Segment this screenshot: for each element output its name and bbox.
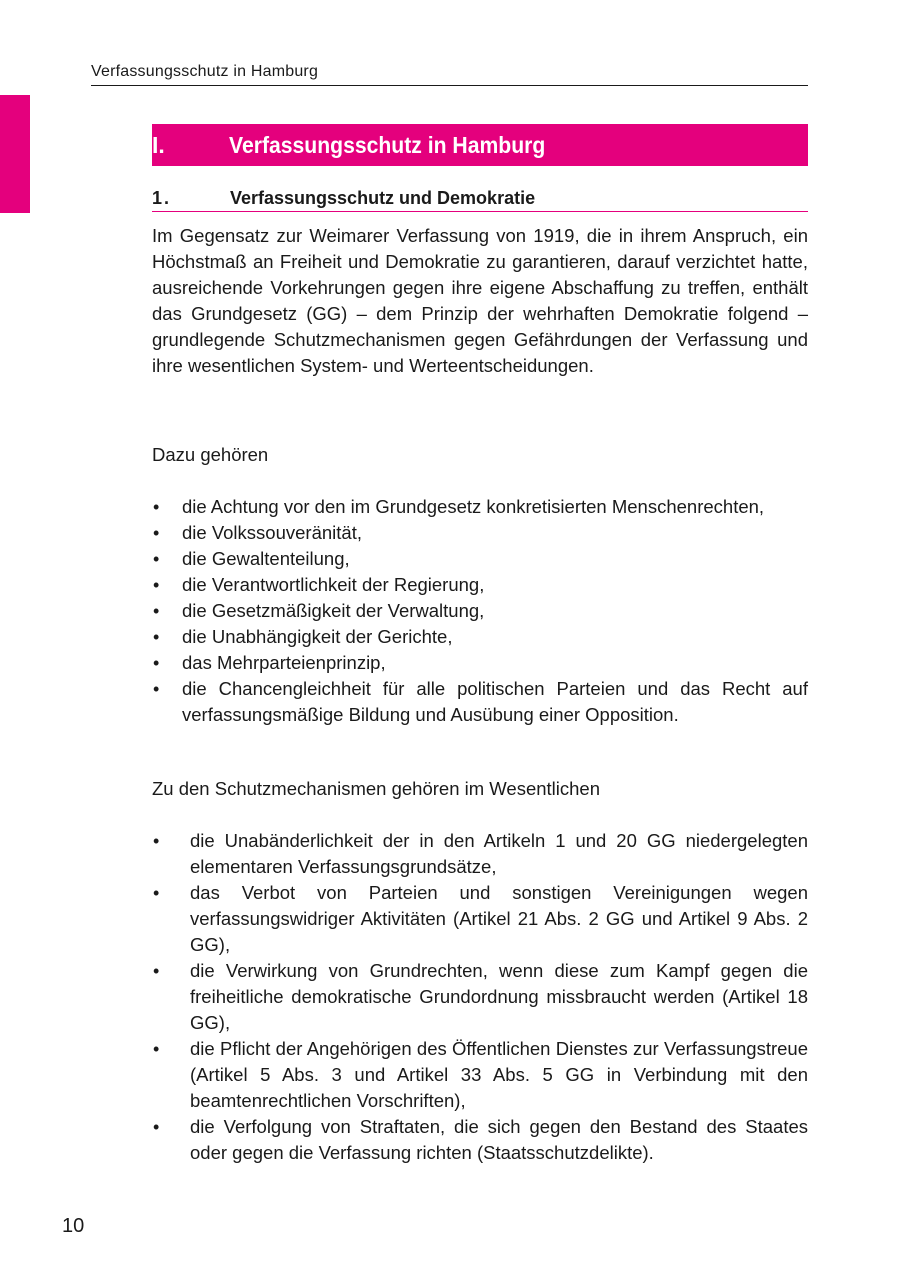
list-item: • die Unabhängigkeit der Gerichte, [152, 624, 808, 650]
bullet-icon: • [153, 961, 160, 981]
chapter-heading [152, 124, 808, 166]
list-item: • die Verwirkung von Grundrechten, wenn diese zum Kampf gegen die freiheitliche demokratische Grundordnung missbraucht werden (Artikel 18 GG), [153, 960, 808, 1033]
section-title: Verfassungsschutz und Demokratie [230, 188, 536, 208]
chapter-marker-tab [0, 95, 30, 213]
list-item: • die Gesetzmäßigkeit der Verwaltung, [152, 598, 808, 624]
bullet-icon: • [153, 883, 160, 903]
bullet-icon: • [153, 1117, 160, 1137]
bullet-icon: • [153, 627, 160, 647]
bullet-icon: • [153, 549, 160, 569]
bullet-icon: • [153, 523, 160, 543]
list-item: • die Verantwortlichkeit der Regierung, [152, 572, 808, 598]
bullet-icon: • [153, 1039, 160, 1059]
protection-mechanisms-list [152, 828, 808, 1166]
list-item: • die Pflicht der Angehörigen des Öffentlichen Dienstes zur Verfassungstreue (Artikel 5 Abs. 3 und Artikel 33 Abs. 5 GG in Verbindung mit den beamtenrechtlichen Vorschriften), [153, 1038, 808, 1111]
bullet-icon: • [153, 497, 160, 517]
list-item: • die Chancengleichheit für alle politischen Parteien und das Recht auf verfassungsmäßige Bildung und Ausübung einer Opposition. [153, 678, 808, 725]
list-b-intro: Zu den Schutzmechanismen gehören im Wesentlichen [152, 778, 601, 799]
list-item: • die Volkssouveränität, [152, 520, 808, 546]
list-a-intro: Dazu gehören [152, 444, 269, 465]
bullet-icon: • [153, 831, 160, 851]
section-heading [152, 186, 808, 212]
list-item: • die Verfolgung von Straftaten, die sich gegen den Bestand des Staates oder gegen die Verfassung richten (Staatsschutzdelikte). [153, 1116, 808, 1163]
chapter-number: I. [152, 132, 165, 158]
bullet-icon: • [153, 601, 160, 621]
bullet-icon: • [153, 679, 160, 699]
section-number: 1. [152, 188, 172, 208]
list-item: • die Achtung vor den im Grundgesetz konkretisierten Menschenrechten, [152, 494, 808, 520]
list-item: • das Verbot von Parteien und sonstigen Vereinigungen wegen verfassungswidriger Aktivitäten (Artikel 21 Abs. 2 GG und Artikel 9 Abs. 2 GG), [153, 882, 808, 955]
running-header-text: Verfassungsschutz in Hamburg [91, 63, 319, 80]
intro-paragraph: Im Gegensatz zur Weimarer Verfassung von 1919, die in ihrem Anspruch, ein Höchstmaß an Freiheit und Demokratie zu garantieren, darauf verzichtet hatte, ausreichende Vorkehrungen gegen ihre eigene Abschaffung zu treffen, enthält das Grundgesetz (GG) – dem Prinzip der wehrhaften Demokratie folgend – grundlegende Schutzmechanismen gegen Gefährdungen der Verfassung und ihre wesentlichen System- und Werteentscheidungen. [152, 225, 808, 376]
page-number: 10 [62, 1215, 85, 1237]
list-item: • die Unabänderlichkeit der in den Artikeln 1 und 20 GG niedergelegten elementaren Verfassungsgrundsätze, [153, 830, 808, 877]
bullet-icon: • [153, 575, 160, 595]
list-item: • die Gewaltenteilung, [152, 546, 808, 572]
running-header [91, 62, 808, 86]
bullet-icon: • [153, 653, 160, 673]
list-item: • das Mehrparteienprinzip, [152, 650, 808, 676]
principles-list [152, 494, 808, 728]
chapter-title: Verfassungsschutz in Hamburg [229, 132, 546, 158]
